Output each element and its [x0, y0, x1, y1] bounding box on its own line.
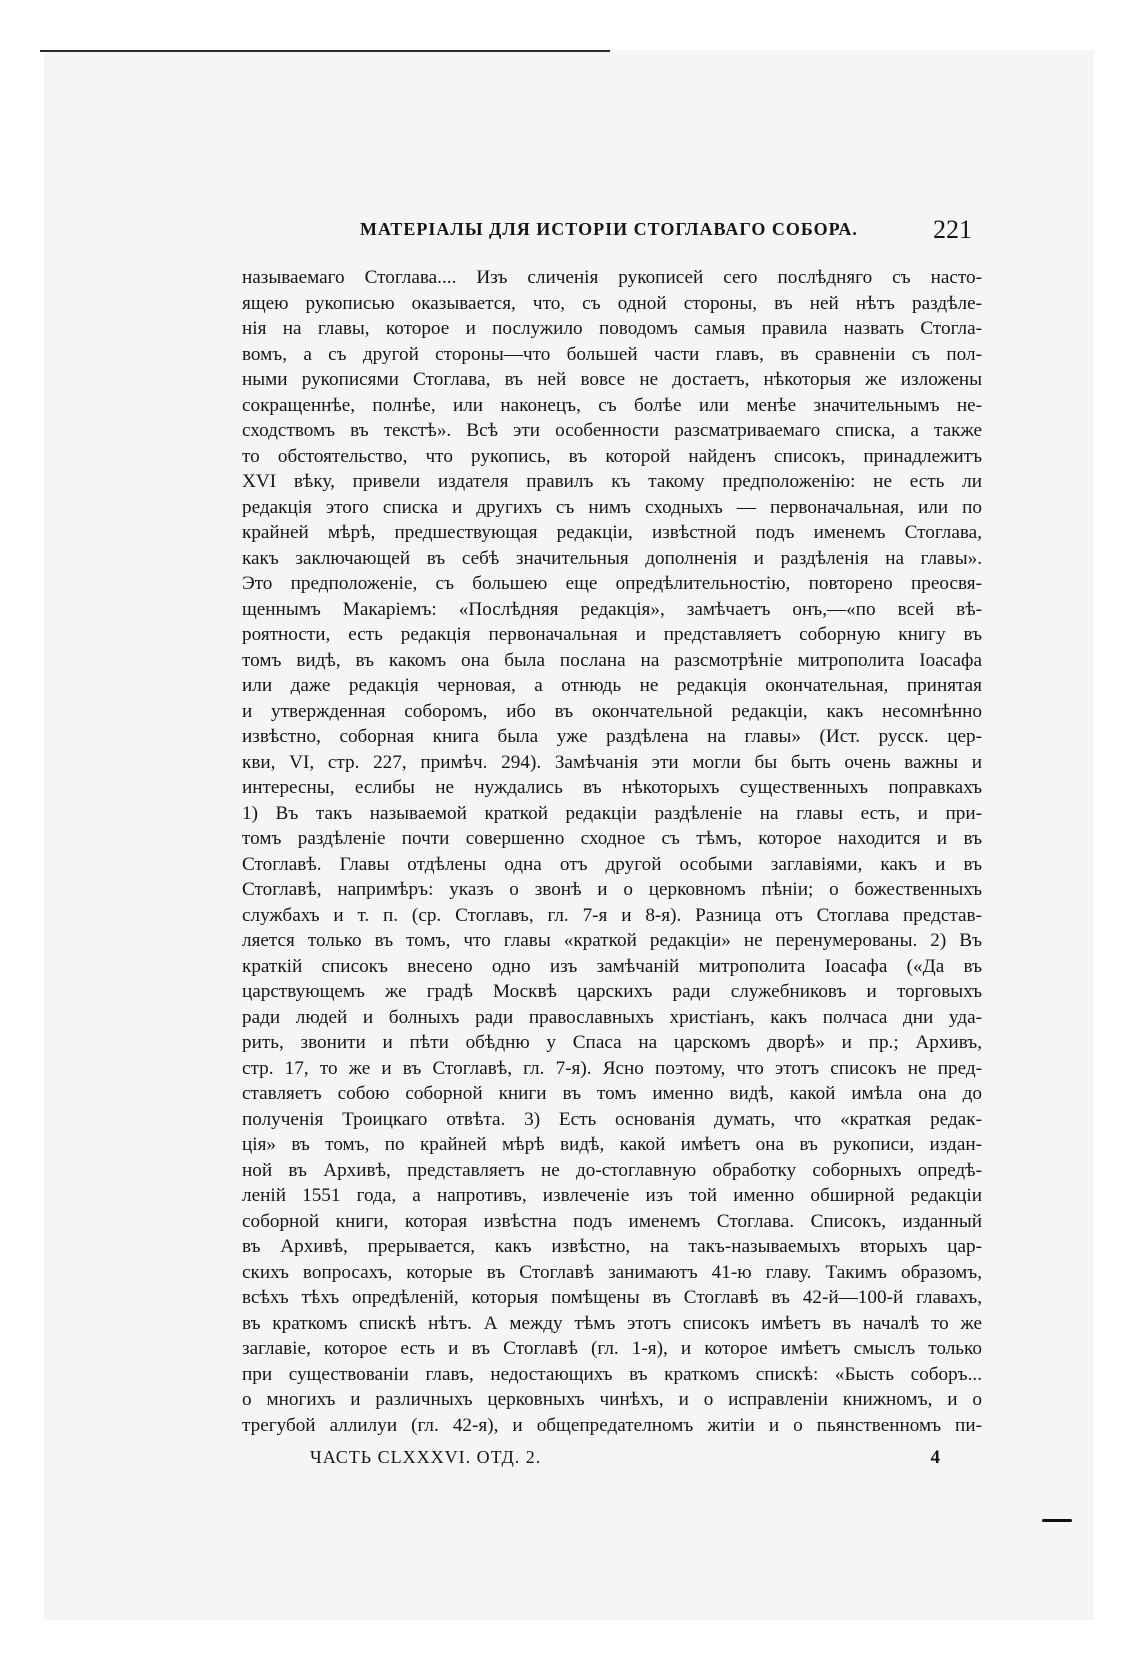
text-line: царствующемъ же градѣ Москвѣ царскихъ ради служебниковъ и торговыхъ — [242, 981, 982, 1002]
sheet-number: 4 — [930, 1447, 940, 1468]
text-line: леній 1551 года, а напротивъ, извлеченіе изъ той именно обширной редакціи — [242, 1185, 982, 1206]
text-line: полученія Троицкаго отвѣта. 3) Есть основанія думать, что «краткая редак- — [242, 1108, 982, 1130]
text-line: 1) Въ такъ называемой краткой редакціи раздѣленіе на главы есть, и при- — [242, 802, 982, 824]
text-line: соборной книги, которая извѣстна подъ именемъ Стоглава. Списокъ, изданный — [242, 1210, 982, 1232]
text-line: рить, звонити и пѣти обѣдню у Спаса на царскомъ дворѣ» и пр.; Архивъ, — [242, 1032, 982, 1053]
text-line: какъ заключающей въ себѣ значительныя дополненія и раздѣленія на главы». — [242, 547, 982, 569]
text-line: при существованіи главъ, недостающихъ въ краткомъ спискѣ: «Бысть соборъ... — [242, 1363, 982, 1385]
text-line: въ краткомъ спискѣ нѣтъ. А между тѣмъ этотъ списокъ имѣетъ въ началѣ то же — [242, 1312, 982, 1334]
text-line: ляется только въ томъ, что главы «краткой редакціи» не перенумерованы. 2) Въ — [242, 930, 982, 951]
text-line: о многихъ и различныхъ церковныхъ чинѣхъ, и о исправленіи книжномъ, и о — [242, 1389, 982, 1410]
text-line: ными рукописями Стоглава, въ ней вовсе не достаетъ, нѣкоторыя же изложены — [242, 369, 982, 390]
printer-signature: ЧАСТЬ CLXXXVI. ОТД. 2. — [310, 1447, 542, 1467]
text-line: службахъ и т. п. (ср. Стоглавъ, гл. 7-я и 8-я). Разница отъ Стоглава представ- — [242, 904, 982, 926]
text-line: то обстоятельство, что рукопись, въ которой найденъ списокъ, принадлежитъ — [242, 445, 982, 467]
body-text — [242, 265, 982, 1438]
text-line: крайней мѣрѣ, предшествующая редакціи, извѣстной подъ именемъ Стоглава, — [242, 522, 982, 543]
text-line: кви, VI, стр. 227, примѣч. 294). Замѣчанія эти могли бы быть очень важны и — [242, 751, 982, 773]
text-line: заглавіе, которое есть и въ Стоглавѣ (гл. 1-я), и которое имѣетъ смыслъ только — [242, 1338, 982, 1359]
page-number: 221 — [933, 215, 972, 244]
text-line: въ Архивѣ, прерывается, какъ извѣстно, на такъ-называемыхъ вторыхъ цар- — [242, 1236, 982, 1257]
text-line: томъ видѣ, въ какомъ она была послана на разсмотрѣніе митрополита Іоасафа — [242, 649, 982, 671]
text-line: Стоглавѣ. Главы отдѣлены одна отъ другой особыми заглавіями, какъ и въ — [242, 853, 982, 875]
text-line: щеннымъ Макаріемъ: «Послѣдняя редакція», замѣчаетъ онъ,—«по всей вѣ- — [242, 598, 982, 620]
text-line: ради людей и болныхъ ради православныхъ христіанъ, какъ полчаса дни уда- — [242, 1006, 982, 1028]
top-rule — [40, 50, 610, 52]
page-header — [242, 215, 982, 255]
text-line: стр. 17, то же и въ Стоглавѣ, гл. 7-я). Ясно поэтому, что этотъ списокъ не пред- — [242, 1057, 982, 1079]
text-line: редакція этого списка и другихъ съ нимъ сходныхъ — первоначальная, или по — [242, 496, 982, 518]
text-line: называемаго Стоглава.... Изъ сличенія рукописей сего послѣдняго съ насто- — [242, 267, 982, 288]
text-line: ящею рукописью оказывается, что, съ одной стороны, въ ней нѣтъ раздѣле- — [242, 292, 982, 314]
text-line: всѣхъ тѣхъ опредѣленій, которыя помѣщены въ Стоглавѣ въ 42-й—100-й главахъ, — [242, 1287, 982, 1308]
text-line: томъ раздѣленіе почти совершенно сходное съ тѣмъ, которое находится и въ — [242, 828, 982, 849]
text-line: сокращеннѣе, полнѣе, или наконецъ, съ болѣе или менѣе значительнымъ не- — [242, 394, 982, 416]
text-line: и утвержденная соборомъ, ибо въ окончательной редакціи, какъ несомнѣнно — [242, 700, 982, 722]
text-line: вомъ, а съ другой стороны—что большей части главъ, въ сравненіи съ пол- — [242, 343, 982, 365]
text-line: Это предположеніе, съ большею еще опредѣлительностію, повторено преосвя- — [242, 573, 982, 594]
running-title: МАТЕРІАЛЫ ДЛЯ ИСТОРІИ СТОГЛАВАГО СОБОРА. — [360, 219, 858, 239]
text-line: скихъ вопросахъ, которые въ Стоглавѣ занимаютъ 41-ю главу. Такимъ образомъ, — [242, 1261, 982, 1283]
text-line: нія на главы, которое и послужило поводомъ самыя правила назвать Стогла- — [242, 318, 982, 339]
text-line: или даже редакція черновая, а отнюдь не редакція окончательная, принятая — [242, 675, 982, 696]
text-line: краткій списокъ внесено одно изъ замѣчаній митрополита Іоасафа («Да въ — [242, 955, 982, 977]
text-line: ной въ Архивѣ, представляетъ не до-стоглавную обработку соборныхъ опредѣ- — [242, 1159, 982, 1181]
text-line: интересны, еслибы не нуждались въ нѣкоторыхъ существенныхъ поправкахъ — [242, 777, 982, 798]
text-line: извѣстно, соборная книга была уже раздѣлена на главы» (Ист. русск. цер- — [242, 726, 982, 747]
text-line: сходствомъ въ текстѣ». Всѣ эти особенности разсматриваемаго списка, а также — [242, 420, 982, 441]
text-line: XVI вѣку, привели издателя правилъ къ такому предположенію: не есть ли — [242, 471, 982, 492]
text-line: Стоглавѣ, напримѣръ: указъ о звонѣ и о церковномъ пѣніи; о божественныхъ — [242, 879, 982, 900]
text-line: ція» въ томъ, по крайней мѣрѣ видѣ, какой имѣетъ она въ рукописи, издан- — [242, 1134, 982, 1155]
text-line: ставляетъ собою соборной книги въ томъ именно видѣ, какой имѣла она до — [242, 1083, 982, 1104]
text-line: трегубой аллилуи (гл. 42-я), и общепредателномъ житіи и о пьянственномъ пи- — [242, 1414, 982, 1436]
corner-mark — [1042, 1519, 1072, 1522]
page-footer — [310, 1447, 940, 1477]
text-line: роятности, есть редакція первоначальная и представляетъ соборную книгу въ — [242, 624, 982, 645]
